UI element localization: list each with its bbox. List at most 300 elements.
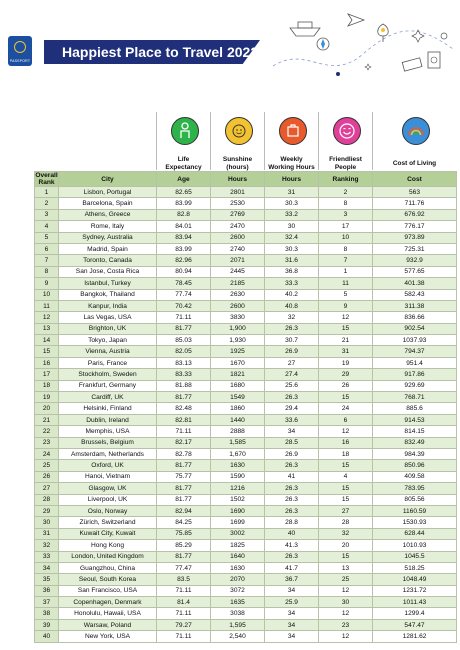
rank-cell: 35 — [35, 574, 59, 585]
city-cell: London, United Kingdom — [59, 551, 157, 562]
cost-cell: 1010.93 — [373, 540, 457, 551]
cost-cell: 1011.43 — [373, 597, 457, 608]
age-cell: 81.77 — [157, 392, 211, 403]
rank-cell: 28 — [35, 494, 59, 505]
sunshine-cell: 2740 — [211, 243, 265, 254]
ranking-cell: 4 — [319, 471, 373, 482]
ranking-cell: 19 — [319, 357, 373, 368]
sunshine-cell: 1,585 — [211, 437, 265, 448]
sunshine-cell: 1216 — [211, 483, 265, 494]
rank-cell: 18 — [35, 380, 59, 391]
cost-cell: 409.58 — [373, 471, 457, 482]
rank-cell: 37 — [35, 597, 59, 608]
work-icon — [279, 117, 307, 145]
cost-cell: 914.53 — [373, 414, 457, 425]
working-hours-cell: 26.3 — [265, 551, 319, 562]
rank-cell: 33 — [35, 551, 59, 562]
working-hours-cell: 41.7 — [265, 562, 319, 573]
age-cell: 79.27 — [157, 619, 211, 630]
ranking-cell: 9 — [319, 300, 373, 311]
rank-cell: 4 — [35, 221, 59, 232]
table-row — [35, 483, 457, 494]
rank-cell: 9 — [35, 278, 59, 289]
cost-cell: 951.4 — [373, 357, 457, 368]
compass-icon — [317, 38, 329, 50]
ranking-cell: 12 — [319, 426, 373, 437]
working-hours-cell: 34 — [265, 608, 319, 619]
cost-cell: 711.76 — [373, 198, 457, 209]
table-row — [35, 209, 457, 220]
rank-cell: 19 — [35, 392, 59, 403]
ranking-cell: 15 — [319, 551, 373, 562]
ranking-cell: 28 — [319, 517, 373, 528]
working-hours-cell: 26.3 — [265, 494, 319, 505]
ranking-cell: 12 — [319, 312, 373, 323]
age-cell: 83.5 — [157, 574, 211, 585]
rank-cell: 24 — [35, 448, 59, 459]
city-cell: Sydney, Australia — [59, 232, 157, 243]
table-row — [35, 187, 457, 198]
sunshine-cell: 1502 — [211, 494, 265, 505]
age-cell: 85.03 — [157, 335, 211, 346]
rank-cell: 23 — [35, 437, 59, 448]
table-row — [35, 551, 457, 562]
table-row — [35, 494, 457, 505]
passport-icon — [8, 36, 32, 66]
rank-cell: 1 — [35, 187, 59, 198]
cost-cell: 582.43 — [373, 289, 457, 300]
working-hours-cell: 41 — [265, 471, 319, 482]
sunshine-cell: 2470 — [211, 221, 265, 232]
age-cell: 81.77 — [157, 483, 211, 494]
sunshine-cell: 2070 — [211, 574, 265, 585]
table-row — [35, 528, 457, 539]
work-label-1: Weekly — [280, 156, 303, 163]
city-cell: Hanoi, Vietnam — [59, 471, 157, 482]
city-cell: San Francisco, USA — [59, 585, 157, 596]
table-row — [35, 380, 457, 391]
ranking-cell: 3 — [319, 209, 373, 220]
table-row — [35, 346, 457, 357]
rank-cell: 36 — [35, 585, 59, 596]
ranking-cell: 15 — [319, 323, 373, 334]
ranking-cell: 18 — [319, 448, 373, 459]
working-hours-cell: 26.3 — [265, 323, 319, 334]
working-hours-cell: 25.6 — [265, 380, 319, 391]
age-cell: 85.29 — [157, 540, 211, 551]
sunshine-cell: 1640 — [211, 551, 265, 562]
life-expectancy-header — [156, 112, 210, 170]
working-hours-cell: 26.3 — [265, 483, 319, 494]
cost-cell: 917.86 — [373, 369, 457, 380]
cost-cell: 1231.72 — [373, 585, 457, 596]
life-label-1: Life — [177, 156, 190, 163]
sunshine-cell: 2185 — [211, 278, 265, 289]
city-cell: Amsterdam, Netherlands — [59, 448, 157, 459]
sunshine-cell: 1549 — [211, 392, 265, 403]
table-row — [35, 266, 457, 277]
ranking-cell: 12 — [319, 608, 373, 619]
ranking-cell: 5 — [319, 289, 373, 300]
cost-cell: 850.96 — [373, 460, 457, 471]
sunshine-cell: 2630 — [211, 289, 265, 300]
age-cell: 81.77 — [157, 551, 211, 562]
table-row — [35, 278, 457, 289]
working-hours-cell: 36.7 — [265, 574, 319, 585]
cost-cell: 973.89 — [373, 232, 457, 243]
cost-cell: 836.66 — [373, 312, 457, 323]
city-cell: Glasgow, UK — [59, 483, 157, 494]
table-row — [35, 323, 457, 334]
rank-cell: 38 — [35, 608, 59, 619]
working-hours-cell: 30.3 — [265, 243, 319, 254]
rank-cell: 5 — [35, 232, 59, 243]
ship-icon — [290, 22, 320, 36]
city-cell: Seoul, South Korea — [59, 574, 157, 585]
life-label-2: Expectancy — [165, 163, 202, 171]
rank-cell: 25 — [35, 460, 59, 471]
city-cell: Bangkok, Thailand — [59, 289, 157, 300]
cost-cell: 311.38 — [373, 300, 457, 311]
age-cell: 83.94 — [157, 232, 211, 243]
city-cell: Toronto, Canada — [59, 255, 157, 266]
sunshine-cell: 1670 — [211, 357, 265, 368]
working-hours-cell: 26.3 — [265, 392, 319, 403]
sunshine-cell: 1,595 — [211, 619, 265, 630]
sunshine-cell: 1690 — [211, 505, 265, 516]
ranking-cell: 10 — [319, 232, 373, 243]
rank-cell: 39 — [35, 619, 59, 630]
ranking-cell: 27 — [319, 505, 373, 516]
ranking-cell: 15 — [319, 483, 373, 494]
rank-cell: 32 — [35, 540, 59, 551]
sunshine-label-1: Sunshine — [222, 156, 253, 163]
age-cell: 84.01 — [157, 221, 211, 232]
sunshine-cell: 1,930 — [211, 335, 265, 346]
ticket-icon — [402, 58, 422, 71]
age-cell: 78.45 — [157, 278, 211, 289]
rank-cell: 17 — [35, 369, 59, 380]
rank-cell: 40 — [35, 631, 59, 642]
table-row — [35, 312, 457, 323]
age-cell: 82.94 — [157, 505, 211, 516]
age-cell: 83.13 — [157, 357, 211, 368]
age-cell: 71.11 — [157, 608, 211, 619]
table-row — [35, 232, 457, 243]
cost-cell: 885.6 — [373, 403, 457, 414]
category-header — [156, 112, 456, 170]
working-hours-cell: 26.9 — [265, 448, 319, 459]
age-cell: 81.77 — [157, 460, 211, 471]
table-row — [35, 289, 457, 300]
age-cell: 71.11 — [157, 631, 211, 642]
city-cell: Tokyo, Japan — [59, 335, 157, 346]
cost-cell: 805.56 — [373, 494, 457, 505]
cost-cell: 547.47 — [373, 619, 457, 630]
ranking-cell: 25 — [319, 574, 373, 585]
table-row — [35, 300, 457, 311]
working-hours-cell: 26.3 — [265, 460, 319, 471]
age-cell: 71.11 — [157, 426, 211, 437]
sunshine-cell: 2,540 — [211, 631, 265, 642]
working-hours-cell: 41.3 — [265, 540, 319, 551]
working-hours-cell: 34 — [265, 426, 319, 437]
city-cell: Frankfurt, Germany — [59, 380, 157, 391]
age-cell: 82.81 — [157, 414, 211, 425]
rank-cell: 7 — [35, 255, 59, 266]
table-row — [35, 505, 457, 516]
ranking-cell: 15 — [319, 392, 373, 403]
sunshine-cell: 2769 — [211, 209, 265, 220]
col-overall-rank: Overall Rank — [35, 172, 58, 186]
rank-cell: 6 — [35, 243, 59, 254]
table-row — [35, 517, 457, 528]
rank-cell: 22 — [35, 426, 59, 437]
rank-cell: 14 — [35, 335, 59, 346]
working-hours-cell: 31.6 — [265, 255, 319, 266]
work-label-2: Working Hours — [268, 163, 315, 171]
sunshine-cell: 2600 — [211, 232, 265, 243]
city-cell: Madrid, Spain — [59, 243, 157, 254]
working-hours-cell: 25.9 — [265, 597, 319, 608]
sunshine-cell: 2071 — [211, 255, 265, 266]
sunshine-cell: 1630 — [211, 562, 265, 573]
rank-cell: 11 — [35, 300, 59, 311]
city-cell: Barcelona, Spain — [59, 198, 157, 209]
person-icon — [171, 117, 199, 145]
rank-cell: 13 — [35, 323, 59, 334]
rank-cell: 21 — [35, 414, 59, 425]
working-hours-cell: 33.3 — [265, 278, 319, 289]
airplane-icon — [348, 14, 364, 26]
age-cell: 77.74 — [157, 289, 211, 300]
cost-cell: 1037.93 — [373, 335, 457, 346]
travel-doodles-icon — [268, 4, 458, 96]
ranking-cell: 13 — [319, 562, 373, 573]
col-working-hours: Hours — [265, 172, 319, 187]
sunshine-cell: 1821 — [211, 369, 265, 380]
age-cell: 84.25 — [157, 517, 211, 528]
city-cell: Guangzhou, China — [59, 562, 157, 573]
city-cell: Brussels, Belgium — [59, 437, 157, 448]
city-cell: Hong Kong — [59, 540, 157, 551]
ranking-cell: 2 — [319, 187, 373, 198]
working-hours-cell: 28.5 — [265, 437, 319, 448]
sunshine-cell: 1,900 — [211, 323, 265, 334]
working-hours-cell: 30 — [265, 221, 319, 232]
ranking-cell: 29 — [319, 369, 373, 380]
city-cell: Kuwait City, Kuwait — [59, 528, 157, 539]
ranking-cell: 21 — [319, 335, 373, 346]
city-cell: Dublin, Ireland — [59, 414, 157, 425]
city-cell: New York, USA — [59, 631, 157, 642]
map-pin-icon — [378, 24, 389, 42]
sunshine-cell: 3038 — [211, 608, 265, 619]
city-cell: Liverpool, UK — [59, 494, 157, 505]
city-cell: San Jose, Costa Rica — [59, 266, 157, 277]
ranking-cell: 30 — [319, 597, 373, 608]
sunshine-cell: 2600 — [211, 300, 265, 311]
cost-cell: 1299.4 — [373, 608, 457, 619]
page-title: Happiest Place to Travel 2022 — [62, 44, 259, 60]
table-row — [35, 426, 457, 437]
ranking-cell: 8 — [319, 243, 373, 254]
ranking-cell: 7 — [319, 255, 373, 266]
age-cell: 82.8 — [157, 209, 211, 220]
rank-cell: 15 — [35, 346, 59, 357]
rankings-table — [34, 171, 457, 643]
friendly-label-2: People — [334, 163, 357, 171]
ranking-cell: 26 — [319, 380, 373, 391]
age-cell: 82.17 — [157, 437, 211, 448]
age-cell: 71.11 — [157, 585, 211, 596]
working-hours-cell: 30.7 — [265, 335, 319, 346]
cost-cell: 628.44 — [373, 528, 457, 539]
table-row — [35, 574, 457, 585]
sun-icon — [225, 117, 253, 145]
city-cell: Zürich, Switzerland — [59, 517, 157, 528]
age-cell: 82.05 — [157, 346, 211, 357]
ranking-cell: 8 — [319, 198, 373, 209]
table-row — [35, 255, 457, 266]
city-cell: Vienna, Austria — [59, 346, 157, 357]
ranking-cell: 31 — [319, 346, 373, 357]
working-hours-cell: 34 — [265, 585, 319, 596]
ranking-cell: 24 — [319, 403, 373, 414]
cost-of-living-header — [372, 112, 456, 170]
working-hours-cell: 26.3 — [265, 505, 319, 516]
city-cell: Oslo, Norway — [59, 505, 157, 516]
cost-cell: 984.39 — [373, 448, 457, 459]
sunshine-cell: 2530 — [211, 198, 265, 209]
sunshine-cell: 2888 — [211, 426, 265, 437]
working-hours-cell: 40 — [265, 528, 319, 539]
cost-cell: 518.25 — [373, 562, 457, 573]
age-cell: 75.85 — [157, 528, 211, 539]
city-cell: Cardiff, UK — [59, 392, 157, 403]
table-row — [35, 437, 457, 448]
sunshine-cell: 2801 — [211, 187, 265, 198]
ranking-cell: 1 — [319, 266, 373, 277]
city-cell: Helsinki, Finland — [59, 403, 157, 414]
sunshine-cell: 1680 — [211, 380, 265, 391]
rank-cell: 16 — [35, 357, 59, 368]
cost-cell: 776.17 — [373, 221, 457, 232]
cost-cell: 1048.49 — [373, 574, 457, 585]
working-hours-cell: 28.8 — [265, 517, 319, 528]
sunshine-cell: 1699 — [211, 517, 265, 528]
working-hours-cell: 30.3 — [265, 198, 319, 209]
city-cell: Paris, France — [59, 357, 157, 368]
age-cell: 80.94 — [157, 266, 211, 277]
passport-label: PASSPORT — [9, 59, 31, 63]
ranking-cell: 15 — [319, 494, 373, 505]
working-hours-cell: 27.4 — [265, 369, 319, 380]
cost-cell: 577.65 — [373, 266, 457, 277]
rank-cell: 20 — [35, 403, 59, 414]
age-cell: 82.65 — [157, 187, 211, 198]
cost-cell: 932.9 — [373, 255, 457, 266]
col-age: Age — [157, 172, 211, 187]
cost-cell: 814.15 — [373, 426, 457, 437]
city-cell: Memphis, USA — [59, 426, 157, 437]
city-cell: Stockholm, Sweden — [59, 369, 157, 380]
rank-cell: 3 — [35, 209, 59, 220]
rank-cell: 34 — [35, 562, 59, 573]
rank-cell: 2 — [35, 198, 59, 209]
sunshine-header — [210, 112, 264, 170]
col-city: City — [59, 172, 157, 187]
table-row — [35, 471, 457, 482]
table-row — [35, 460, 457, 471]
globe-icon — [14, 41, 26, 53]
ranking-cell: 12 — [319, 585, 373, 596]
city-cell: Athens, Greece — [59, 209, 157, 220]
cost-cell: 768.71 — [373, 392, 457, 403]
sparkle-icon — [365, 30, 424, 70]
age-cell: 81.4 — [157, 597, 211, 608]
table-row — [35, 414, 457, 425]
age-cell: 81.77 — [157, 494, 211, 505]
col-ranking: Ranking — [319, 172, 373, 187]
cost-cell: 902.54 — [373, 323, 457, 334]
age-cell: 82.96 — [157, 255, 211, 266]
age-cell: 82.48 — [157, 403, 211, 414]
ranking-cell: 15 — [319, 460, 373, 471]
sunshine-cell: 1825 — [211, 540, 265, 551]
table-row — [35, 597, 457, 608]
table-row — [35, 562, 457, 573]
working-hours-cell: 26.9 — [265, 346, 319, 357]
age-cell: 77.47 — [157, 562, 211, 573]
working-hours-cell: 32 — [265, 312, 319, 323]
working-hours-cell: 29.4 — [265, 403, 319, 414]
rank-cell: 8 — [35, 266, 59, 277]
working-hours-cell: 32.4 — [265, 232, 319, 243]
cost-cell: 725.31 — [373, 243, 457, 254]
age-cell: 75.77 — [157, 471, 211, 482]
table-row — [35, 198, 457, 209]
table-row — [35, 585, 457, 596]
age-cell: 83.99 — [157, 198, 211, 209]
ranking-cell: 23 — [319, 619, 373, 630]
sunshine-cell: 3072 — [211, 585, 265, 596]
table-row — [35, 608, 457, 619]
col-sunshine-hours: Hours — [211, 172, 265, 187]
ranking-cell: 17 — [319, 221, 373, 232]
table-row — [35, 403, 457, 414]
column-header-row — [35, 172, 457, 187]
ranking-cell: 16 — [319, 437, 373, 448]
city-cell: Rome, Italy — [59, 221, 157, 232]
cost-cell: 676.92 — [373, 209, 457, 220]
rank-cell: 12 — [35, 312, 59, 323]
rank-cell: 27 — [35, 483, 59, 494]
table-row — [35, 357, 457, 368]
working-hours-cell: 31 — [265, 187, 319, 198]
working-hours-header — [264, 112, 318, 170]
ranking-cell: 32 — [319, 528, 373, 539]
cost-cell: 1160.59 — [373, 505, 457, 516]
age-cell: 81.77 — [157, 323, 211, 334]
working-hours-cell: 40.8 — [265, 300, 319, 311]
sunshine-cell: 1590 — [211, 471, 265, 482]
ranking-cell: 6 — [319, 414, 373, 425]
working-hours-cell: 27 — [265, 357, 319, 368]
rank-cell: 29 — [35, 505, 59, 516]
table-row — [35, 243, 457, 254]
cost-cell: 401.38 — [373, 278, 457, 289]
